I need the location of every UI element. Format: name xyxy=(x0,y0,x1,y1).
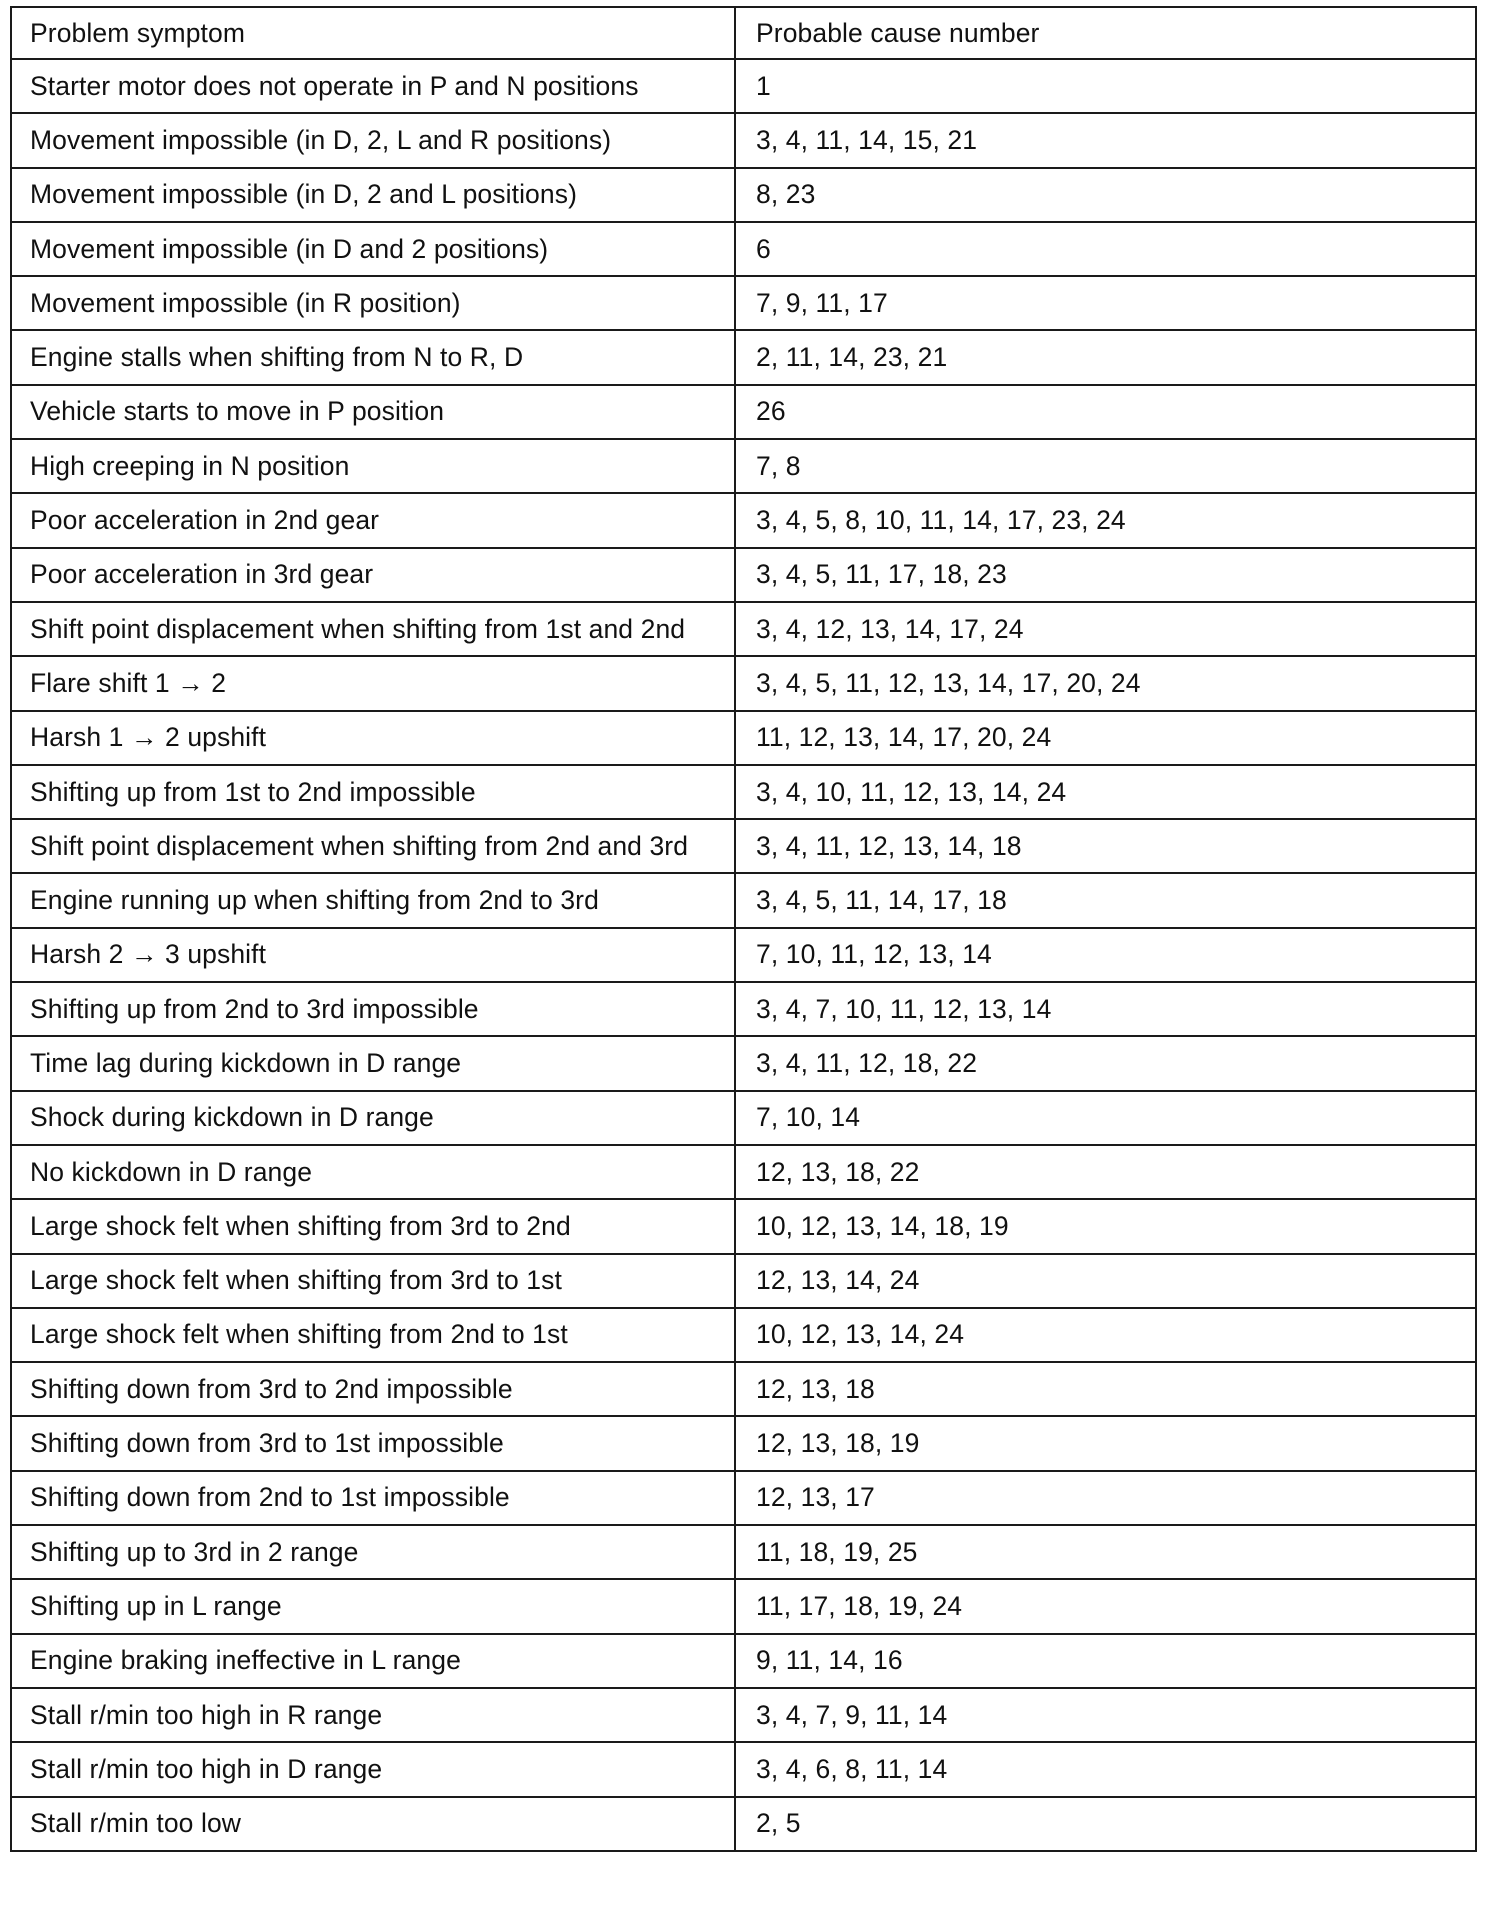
probable-cause-cell: 3, 4, 11, 12, 13, 14, 18 xyxy=(735,819,1476,873)
problem-symptom-cell: Poor acceleration in 2nd gear xyxy=(11,493,735,547)
problem-symptom-cell: Large shock felt when shifting from 3rd to 2nd xyxy=(11,1199,735,1253)
probable-cause-cell: 8, 23 xyxy=(735,168,1476,222)
problem-symptom-cell: Shifting up to 3rd in 2 range xyxy=(11,1525,735,1579)
table-row xyxy=(11,1036,1476,1090)
table-row xyxy=(11,1199,1476,1253)
table-row xyxy=(11,1362,1476,1416)
problem-symptom-cell: Stall r/min too low xyxy=(11,1797,735,1851)
probable-cause-cell: 12, 13, 18, 19 xyxy=(735,1416,1476,1470)
table-row xyxy=(11,1254,1476,1308)
probable-cause-cell: 12, 13, 17 xyxy=(735,1471,1476,1525)
problem-symptom-cell: Stall r/min too high in R range xyxy=(11,1688,735,1742)
table-row xyxy=(11,1634,1476,1688)
problem-symptom-cell: Poor acceleration in 3rd gear xyxy=(11,548,735,602)
probable-cause-cell: 11, 18, 19, 25 xyxy=(735,1525,1476,1579)
table-row xyxy=(11,1471,1476,1525)
problem-symptom-cell: Time lag during kickdown in D range xyxy=(11,1036,735,1090)
table-row xyxy=(11,1416,1476,1470)
problem-symptom-cell: Starter motor does not operate in P and N positions xyxy=(11,59,735,113)
probable-cause-cell: 3, 4, 11, 12, 18, 22 xyxy=(735,1036,1476,1090)
problem-symptom-cell: Flare shift 1 → 2 xyxy=(11,656,735,710)
probable-cause-cell: 26 xyxy=(735,385,1476,439)
table-row xyxy=(11,1525,1476,1579)
probable-cause-cell: 3, 4, 12, 13, 14, 17, 24 xyxy=(735,602,1476,656)
problem-symptom-cell: Large shock felt when shifting from 3rd to 1st xyxy=(11,1254,735,1308)
table-row xyxy=(11,982,1476,1036)
probable-cause-cell: 3, 4, 7, 9, 11, 14 xyxy=(735,1688,1476,1742)
probable-cause-cell: 3, 4, 10, 11, 12, 13, 14, 24 xyxy=(735,765,1476,819)
probable-cause-cell: 12, 13, 18 xyxy=(735,1362,1476,1416)
table-header-row xyxy=(11,7,1476,59)
probable-cause-cell: 3, 4, 11, 14, 15, 21 xyxy=(735,113,1476,167)
problem-symptom-cell: Large shock felt when shifting from 2nd to 1st xyxy=(11,1308,735,1362)
problem-symptom-cell: Harsh 1 → 2 upshift xyxy=(11,711,735,765)
problem-symptom-cell: Engine running up when shifting from 2nd to 3rd xyxy=(11,873,735,927)
problem-symptom-cell: Movement impossible (in D and 2 positions) xyxy=(11,222,735,276)
table-row xyxy=(11,1579,1476,1633)
problem-symptom-cell: Shifting up from 1st to 2nd impossible xyxy=(11,765,735,819)
table-row xyxy=(11,602,1476,656)
table-row xyxy=(11,765,1476,819)
problem-symptom-cell: Shifting down from 3rd to 1st impossible xyxy=(11,1416,735,1470)
header-probable-cause: Probable cause number xyxy=(735,7,1476,59)
problem-symptom-cell: Stall r/min too high in D range xyxy=(11,1742,735,1796)
problem-symptom-cell: Engine stalls when shifting from N to R, D xyxy=(11,330,735,384)
problem-symptom-cell: Shift point displacement when shifting from 1st and 2nd xyxy=(11,602,735,656)
probable-cause-cell: 11, 12, 13, 14, 17, 20, 24 xyxy=(735,711,1476,765)
table-row xyxy=(11,819,1476,873)
probable-cause-cell: 2, 5 xyxy=(735,1797,1476,1851)
probable-cause-cell: 10, 12, 13, 14, 24 xyxy=(735,1308,1476,1362)
table-row xyxy=(11,1091,1476,1145)
probable-cause-cell: 3, 4, 5, 11, 17, 18, 23 xyxy=(735,548,1476,602)
probable-cause-cell: 3, 4, 6, 8, 11, 14 xyxy=(735,1742,1476,1796)
probable-cause-cell: 10, 12, 13, 14, 18, 19 xyxy=(735,1199,1476,1253)
table-row xyxy=(11,928,1476,982)
probable-cause-cell: 7, 9, 11, 17 xyxy=(735,276,1476,330)
table-row xyxy=(11,1797,1476,1851)
probable-cause-cell: 2, 11, 14, 23, 21 xyxy=(735,330,1476,384)
table-row xyxy=(11,1308,1476,1362)
troubleshooting-sheet xyxy=(10,6,1475,1852)
problem-symptom-cell: Harsh 2 → 3 upshift xyxy=(11,928,735,982)
table-body xyxy=(11,59,1476,1851)
probable-cause-cell: 3, 4, 5, 8, 10, 11, 14, 17, 23, 24 xyxy=(735,493,1476,547)
troubleshooting-table xyxy=(10,6,1477,1852)
table-row xyxy=(11,168,1476,222)
header-problem-symptom: Problem symptom xyxy=(11,7,735,59)
probable-cause-cell: 12, 13, 14, 24 xyxy=(735,1254,1476,1308)
table-row xyxy=(11,711,1476,765)
problem-symptom-cell: Engine braking ineffective in L range xyxy=(11,1634,735,1688)
probable-cause-cell: 3, 4, 5, 11, 14, 17, 18 xyxy=(735,873,1476,927)
problem-symptom-cell: Movement impossible (in D, 2 and L positions) xyxy=(11,168,735,222)
table-row xyxy=(11,385,1476,439)
problem-symptom-cell: Movement impossible (in R position) xyxy=(11,276,735,330)
problem-symptom-cell: Shifting up in L range xyxy=(11,1579,735,1633)
table-row xyxy=(11,113,1476,167)
probable-cause-cell: 1 xyxy=(735,59,1476,113)
problem-symptom-cell: Shifting up from 2nd to 3rd impossible xyxy=(11,982,735,1036)
probable-cause-cell: 9, 11, 14, 16 xyxy=(735,1634,1476,1688)
problem-symptom-cell: No kickdown in D range xyxy=(11,1145,735,1199)
table-row xyxy=(11,1688,1476,1742)
probable-cause-cell: 11, 17, 18, 19, 24 xyxy=(735,1579,1476,1633)
table-row xyxy=(11,59,1476,113)
problem-symptom-cell: High creeping in N position xyxy=(11,439,735,493)
probable-cause-cell: 6 xyxy=(735,222,1476,276)
table-row xyxy=(11,222,1476,276)
probable-cause-cell: 7, 8 xyxy=(735,439,1476,493)
table-row xyxy=(11,439,1476,493)
table-row xyxy=(11,1742,1476,1796)
problem-symptom-cell: Shifting down from 3rd to 2nd impossible xyxy=(11,1362,735,1416)
table-row xyxy=(11,493,1476,547)
table-row xyxy=(11,548,1476,602)
probable-cause-cell: 7, 10, 11, 12, 13, 14 xyxy=(735,928,1476,982)
table-row xyxy=(11,1145,1476,1199)
table-row xyxy=(11,276,1476,330)
probable-cause-cell: 3, 4, 5, 11, 12, 13, 14, 17, 20, 24 xyxy=(735,656,1476,710)
probable-cause-cell: 12, 13, 18, 22 xyxy=(735,1145,1476,1199)
problem-symptom-cell: Shift point displacement when shifting from 2nd and 3rd xyxy=(11,819,735,873)
problem-symptom-cell: Shifting down from 2nd to 1st impossible xyxy=(11,1471,735,1525)
problem-symptom-cell: Movement impossible (in D, 2, L and R positions) xyxy=(11,113,735,167)
table-row xyxy=(11,330,1476,384)
problem-symptom-cell: Vehicle starts to move in P position xyxy=(11,385,735,439)
probable-cause-cell: 3, 4, 7, 10, 11, 12, 13, 14 xyxy=(735,982,1476,1036)
table-row xyxy=(11,873,1476,927)
table-row xyxy=(11,656,1476,710)
problem-symptom-cell: Shock during kickdown in D range xyxy=(11,1091,735,1145)
probable-cause-cell: 7, 10, 14 xyxy=(735,1091,1476,1145)
